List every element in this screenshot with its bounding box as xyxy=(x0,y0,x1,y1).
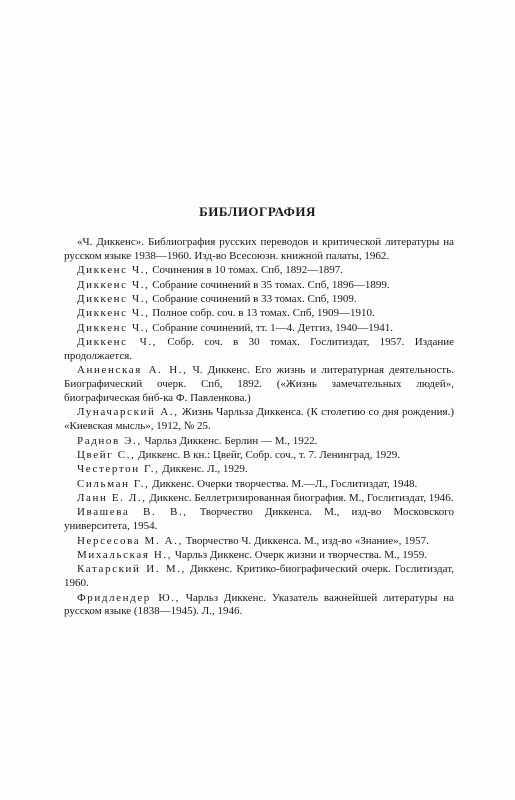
entry-text: Творчество Ч. Диккенса. М., изд-во «Знание», 1957. xyxy=(182,534,429,547)
bibliography-entry xyxy=(64,592,454,620)
entry-text: «Ч. Диккенс». Библиография русских переводов и критической литературы на русском языке 1938—1960. Изд-во Всесоюзн. книжной палаты, 1962. xyxy=(64,236,454,262)
entry-text: Собрание сочинений в 35 томах. Спб, 1896—1899. xyxy=(149,278,390,291)
bibliography-entry xyxy=(64,322,454,336)
entry-author: Сильман Г., xyxy=(77,477,150,490)
entry-author: Честертон Г., xyxy=(77,463,160,476)
entry-author: Диккенс Ч., xyxy=(77,278,150,291)
entry-author: Катарский И. М., xyxy=(77,563,186,576)
entry-text: Чарльз Диккенс. Указатель важнейшей литературы на русском языке (1838—1945). Л., 1946. xyxy=(64,591,455,618)
bibliography-entry xyxy=(64,563,454,591)
entry-text: Диккенс. Беллетризированная биография. М., Гослитиздат, 1946. xyxy=(146,492,454,505)
entry-author: Нерсесова М. А., xyxy=(77,534,183,547)
entry-text: Чарльз Диккенс. Берлин — М., 1922. xyxy=(141,434,318,447)
bibliography-entry xyxy=(64,478,454,492)
entry-author: Диккенс Ч., xyxy=(77,292,150,305)
entry-text: Диккенс. Л., 1929. xyxy=(159,463,248,476)
bibliography-entry xyxy=(64,463,454,477)
bibliography-entry xyxy=(64,279,454,293)
entry-text: Жизнь Чарльза Диккенса. (К столетию со дня рождения.) «Киевская мысль», 1912, № 25. xyxy=(64,406,455,433)
bibliography-entry xyxy=(64,364,454,405)
bibliography-entry xyxy=(64,406,454,434)
entry-text: Чарльз Диккенс. Очерк жизни и творчества. М., 1959. xyxy=(172,549,427,562)
bibliography-list xyxy=(64,236,454,620)
entry-text: Собр. соч. в 30 томах. Гослитиздат, 1957. Издание продолжается. xyxy=(64,336,454,362)
entry-author: Фридлендер Ю., xyxy=(77,591,180,604)
entry-author: Диккенс Ч., xyxy=(77,264,150,277)
bibliography-entry xyxy=(64,506,454,534)
entry-text: Собрание сочинений, тт. 1—4. Детгиз, 1940—1941. xyxy=(149,321,393,334)
entry-text: Диккенс. Критико-биографический очерк. Гослитиздат, 1960. xyxy=(64,563,454,590)
entry-text: Диккенс. Очерки творчества. М.—Л., Гослитиздат, 1948. xyxy=(149,477,418,490)
bibliography-entry xyxy=(64,236,454,264)
entry-author: Ланн Е. Л., xyxy=(77,492,147,505)
entry-author: Михальская Н., xyxy=(77,549,173,562)
bibliography-entry xyxy=(64,336,454,364)
bibliography-entry xyxy=(64,293,454,307)
entry-text: Диккенс. В кн.: Цвейг, Собр. соч., т. 7. Ленинград, 1929. xyxy=(135,448,400,461)
entry-text: Творчество Диккенса. М., изд-во Московского университета, 1954. xyxy=(64,506,454,533)
entry-author: Анненская А. Н., xyxy=(77,364,188,377)
entry-text: Собрание сочинений в 33 томах. Спб, 1909. xyxy=(149,292,357,305)
page-title: БИБЛИОГРАФИЯ xyxy=(199,204,316,219)
bibliography-entry xyxy=(64,307,454,321)
entry-author: Ивашева В. В., xyxy=(77,506,188,519)
bibliography-entry xyxy=(64,492,454,506)
bibliography-entry xyxy=(64,264,454,278)
bibliography-entry xyxy=(64,535,454,549)
entry-author: Диккенс Ч., xyxy=(77,336,158,349)
entry-text: Полное собр. соч. в 13 томах. Спб, 1909—1910. xyxy=(149,307,375,320)
bibliography-entry xyxy=(64,449,454,463)
entry-text: Сочинения в 10 томах. Спб, 1892—1897. xyxy=(149,264,344,277)
entry-author: Диккенс Ч., xyxy=(77,307,150,320)
bibliography-entry xyxy=(64,435,454,449)
bibliography-entry xyxy=(64,549,454,563)
entry-author: Раднов Э., xyxy=(77,434,142,447)
entry-text: Ч. Диккенс. Его жизнь и литературная деятельность. Биографический очерк. Спб, 1892. («Жизнь замечательных людей», биографическая биб-ка Ф. Павленкова.) xyxy=(64,364,454,404)
entry-author: Диккенс Ч., xyxy=(77,321,150,334)
entry-author: Цвейг С., xyxy=(77,448,136,461)
entry-author: Луначарский А., xyxy=(77,406,179,419)
